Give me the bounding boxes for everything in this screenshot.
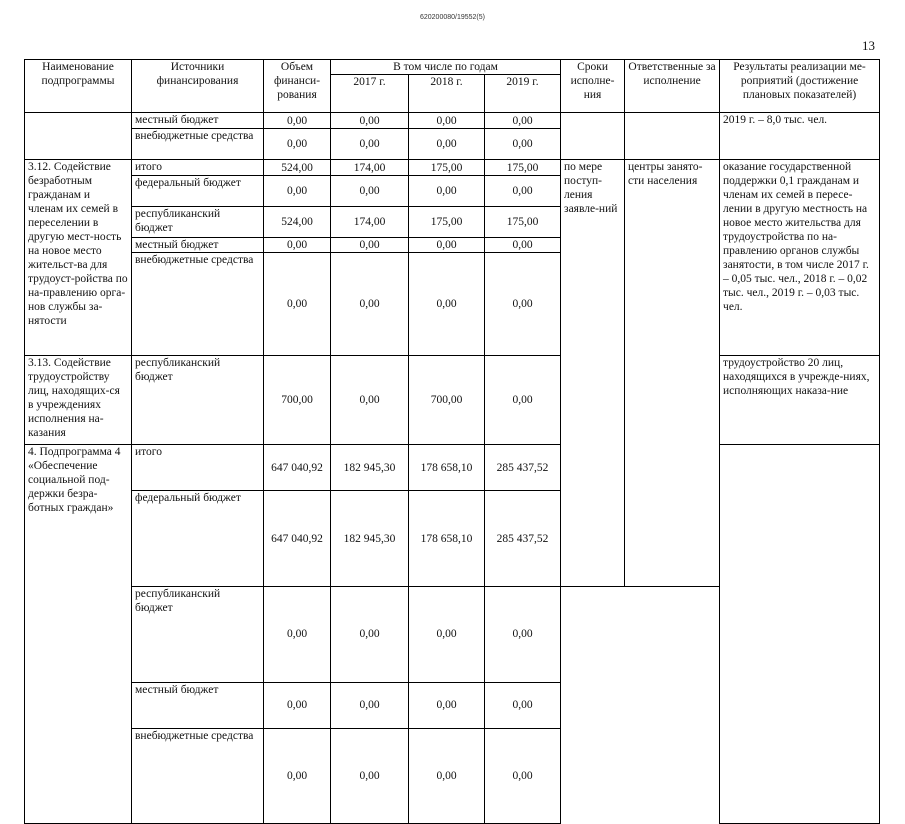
source-cell: федеральный бюджет	[132, 176, 264, 207]
y2019-cell: 175,00	[485, 207, 561, 238]
table-row	[25, 113, 880, 129]
y2017-cell: 182 945,30	[331, 491, 409, 587]
source-cell: внебюджетные средства	[132, 253, 264, 356]
y2018-cell: 0,00	[409, 113, 485, 129]
table-row	[25, 356, 880, 445]
terms-cell	[720, 445, 880, 824]
program-table	[24, 59, 880, 824]
y2017-cell: 0,00	[331, 253, 409, 356]
y2019-cell: 0,00	[485, 728, 561, 824]
y2019-cell: 175,00	[485, 160, 561, 176]
y2018-cell: 0,00	[409, 682, 485, 728]
header-terms: Сроки исполне-ния	[561, 60, 625, 113]
y2019-cell: 0,00	[485, 253, 561, 356]
source-cell: внебюджетные средства	[132, 129, 264, 160]
header-volume: Объем финанси-рования	[264, 60, 331, 113]
result-cell: трудоустройство 20 лиц, находящихся в учрежде-ниях, исполняющих наказа-ние	[720, 356, 880, 445]
y2017-cell: 0,00	[331, 586, 409, 682]
header-2017: 2017 г.	[331, 75, 409, 113]
y2017-cell: 0,00	[331, 356, 409, 445]
y2019-cell: 0,00	[485, 586, 561, 682]
y2018-cell: 0,00	[409, 176, 485, 207]
y2017-cell: 0,00	[331, 682, 409, 728]
source-cell: итого	[132, 445, 264, 491]
volume-cell: 0,00	[264, 586, 331, 682]
volume-cell: 700,00	[264, 356, 331, 445]
y2019-cell: 285 437,52	[485, 491, 561, 587]
program-name-cell	[25, 113, 132, 160]
table-row	[25, 445, 880, 491]
y2019-cell: 0,00	[485, 176, 561, 207]
y2017-cell: 0,00	[331, 238, 409, 253]
header-results: Результаты реализации ме-роприятий (достижение плановых показателей)	[720, 60, 880, 113]
source-cell: местный бюджет	[132, 113, 264, 129]
terms-cell: по мере поступ-ления заявле-ний	[561, 160, 625, 587]
source-cell: республиканский бюджет	[132, 207, 264, 238]
source-cell: республиканский бюджет	[132, 356, 264, 445]
volume-cell: 647 040,92	[264, 491, 331, 587]
y2018-cell: 178 658,10	[409, 445, 485, 491]
source-cell: местный бюджет	[132, 682, 264, 728]
y2018-cell: 0,00	[409, 253, 485, 356]
volume-cell: 524,00	[264, 207, 331, 238]
y2019-cell: 0,00	[485, 129, 561, 160]
header-by-years: В том числе по годам	[331, 60, 561, 75]
y2018-cell: 0,00	[409, 586, 485, 682]
y2018-cell: 175,00	[409, 207, 485, 238]
result-cell: оказание государственной поддержки 0,1 гражданам и членам их семей в пересе-лении в другую местность на новое место жительства для трудоустройства по на-правлению органов службы занятости, в том числе 2017 г. – 0,05 тыс. чел., 2018 г. – 0,02 тыс. чел., 2019 г. – 0,03 тыс. чел.	[720, 160, 880, 356]
volume-cell: 647 040,92	[264, 445, 331, 491]
y2019-cell: 0,00	[485, 113, 561, 129]
y2019-cell: 0,00	[485, 356, 561, 445]
y2019-cell: 0,00	[485, 238, 561, 253]
y2017-cell: 0,00	[331, 129, 409, 160]
y2018-cell: 700,00	[409, 356, 485, 445]
y2018-cell: 178 658,10	[409, 491, 485, 587]
terms-cell	[561, 113, 625, 160]
header-responsible: Ответственные за исполнение	[625, 60, 720, 113]
volume-cell: 0,00	[264, 176, 331, 207]
volume-cell: 524,00	[264, 160, 331, 176]
y2017-cell: 182 945,30	[331, 445, 409, 491]
table-row	[25, 160, 880, 176]
responsible-cell	[625, 113, 720, 160]
y2017-cell: 0,00	[331, 728, 409, 824]
volume-cell: 0,00	[264, 113, 331, 129]
header-2019: 2019 г.	[485, 75, 561, 113]
header-2018: 2018 г.	[409, 75, 485, 113]
result-cell: 2019 г. – 8,0 тыс. чел.	[720, 113, 880, 160]
volume-cell: 0,00	[264, 682, 331, 728]
responsible-cell: центры занято-сти населения	[625, 160, 720, 587]
volume-cell: 0,00	[264, 129, 331, 160]
y2017-cell: 0,00	[331, 113, 409, 129]
y2018-cell: 0,00	[409, 728, 485, 824]
y2017-cell: 0,00	[331, 176, 409, 207]
program-name-cell: 3.13. Содействие трудоустройству лиц, находящих-ся в учреждениях исполнения на-казания	[25, 356, 132, 445]
y2019-cell: 285 437,52	[485, 445, 561, 491]
volume-cell: 0,00	[264, 728, 331, 824]
y2018-cell: 175,00	[409, 160, 485, 176]
document-number: 620200080/19552(5)	[419, 14, 485, 21]
source-cell: местный бюджет	[132, 238, 264, 253]
volume-cell: 0,00	[264, 253, 331, 356]
y2018-cell: 0,00	[409, 129, 485, 160]
volume-cell: 0,00	[264, 238, 331, 253]
page-number: 13	[862, 38, 875, 53]
header-name: Наименование подпрограммы	[25, 60, 132, 113]
header-sources: Источники финансирования	[132, 60, 264, 113]
y2017-cell: 174,00	[331, 207, 409, 238]
program-name-cell: 4. Подпрограмма 4 «Обеспечение социальной под-держки безра-ботных граждан»	[25, 445, 132, 824]
program-name-cell: 3.12. Содействие безработным гражданам и членам их семей в переселении в другую мест-ность на новое место жительст-ва для трудоуст-ройства по на-правлению орга-нов службы за-нятости	[25, 160, 132, 356]
y2018-cell: 0,00	[409, 238, 485, 253]
source-cell: республиканский бюджет	[132, 586, 264, 682]
y2019-cell: 0,00	[485, 682, 561, 728]
source-cell: федеральный бюджет	[132, 491, 264, 587]
source-cell: внебюджетные средства	[132, 728, 264, 824]
y2017-cell: 174,00	[331, 160, 409, 176]
source-cell: итого	[132, 160, 264, 176]
